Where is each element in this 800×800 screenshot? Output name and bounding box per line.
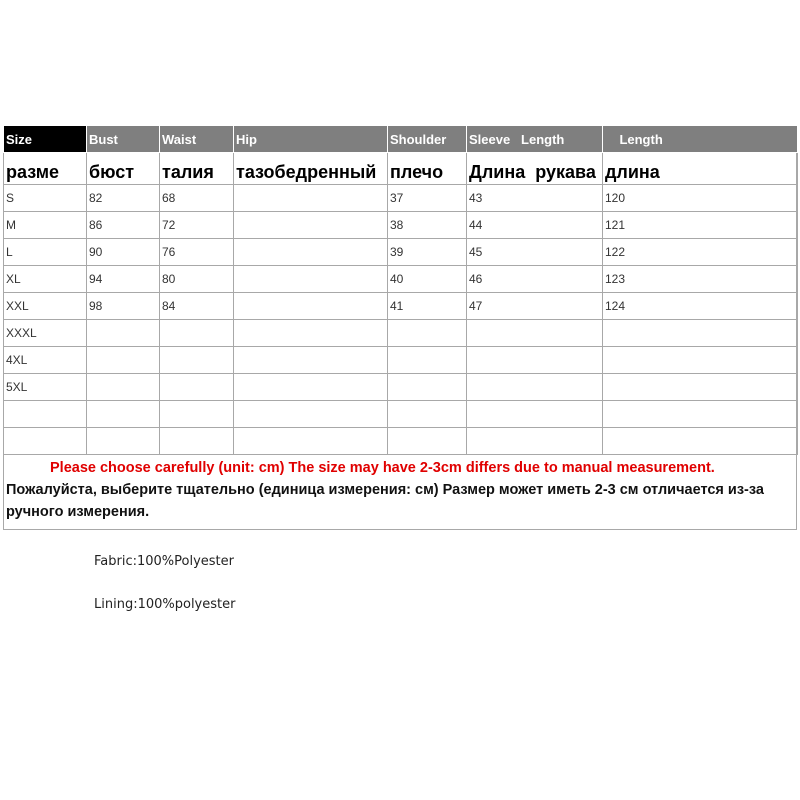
waist-cell: [160, 428, 234, 455]
bust-cell: 86: [87, 212, 160, 239]
size-cell: 4XL: [4, 347, 87, 374]
shoulder-cell: [388, 347, 467, 374]
hip-cell: Hip: [234, 126, 388, 153]
waist-cell: 68: [160, 185, 234, 212]
size-cell: [4, 401, 87, 428]
bust-cell: Bust: [87, 126, 160, 153]
length-cell: [603, 428, 798, 455]
size-cell: M: [4, 212, 87, 239]
lining-info: Lining:100%polyester: [94, 597, 236, 612]
length-cell: 120: [603, 185, 798, 212]
shoulder-cell: 39: [388, 239, 467, 266]
size-cell: Size: [4, 126, 87, 153]
size-chart: [3, 125, 797, 530]
bust-cell: [87, 347, 160, 374]
sleeve-length-cell: 44: [467, 212, 603, 239]
header-row-ru: [4, 153, 798, 185]
waist-cell: Waist: [160, 126, 234, 153]
bust-cell: [87, 401, 160, 428]
size-cell: S: [4, 185, 87, 212]
length-cell: [603, 374, 798, 401]
table-row: [4, 320, 798, 347]
bust-cell: 82: [87, 185, 160, 212]
table-row: [4, 266, 798, 293]
sleeve-length-cell: 45: [467, 239, 603, 266]
table-row: [4, 401, 798, 428]
size-note: [4, 455, 796, 523]
size-cell: разме: [4, 153, 87, 185]
shoulder-cell: [388, 401, 467, 428]
hip-cell: [234, 293, 388, 320]
length-cell: 121: [603, 212, 798, 239]
length-cell: 122: [603, 239, 798, 266]
table-row: [4, 374, 798, 401]
sleeve-length-cell: 47: [467, 293, 603, 320]
bust-cell: 94: [87, 266, 160, 293]
shoulder-cell: Shoulder: [388, 126, 467, 153]
waist-cell: 72: [160, 212, 234, 239]
waist-cell: талия: [160, 153, 234, 185]
sleeve-length-cell: Длина рукава: [467, 153, 603, 185]
waist-cell: 80: [160, 266, 234, 293]
size-cell: XXL: [4, 293, 87, 320]
size-table: [3, 125, 798, 455]
hip-cell: [234, 347, 388, 374]
waist-cell: 84: [160, 293, 234, 320]
size-cell: L: [4, 239, 87, 266]
shoulder-cell: [388, 374, 467, 401]
hip-cell: [234, 239, 388, 266]
hip-cell: [234, 185, 388, 212]
waist-cell: [160, 374, 234, 401]
table-row: [4, 428, 798, 455]
sleeve-length-cell: 46: [467, 266, 603, 293]
note-russian: Пожалуйста, выберите тщательно (единица измерения: см) Размер может иметь 2-3 см отличается из-за ручного измерения.: [6, 482, 764, 520]
waist-cell: [160, 320, 234, 347]
sleeve-length-cell: [467, 320, 603, 347]
bust-cell: 98: [87, 293, 160, 320]
hip-cell: [234, 320, 388, 347]
table-row: [4, 293, 798, 320]
length-cell: длина: [603, 153, 798, 185]
bust-cell: [87, 428, 160, 455]
sleeve-length-cell: [467, 428, 603, 455]
sleeve-length-cell: [467, 347, 603, 374]
sleeve-length-cell: Sleeve Length: [467, 126, 603, 153]
note-english: Please choose carefully (unit: cm) The size may have 2-3cm differs due to manual measurement.: [50, 460, 715, 476]
length-cell: [603, 401, 798, 428]
sleeve-length-cell: [467, 374, 603, 401]
length-cell: 123: [603, 266, 798, 293]
hip-cell: [234, 401, 388, 428]
sleeve-length-cell: [467, 401, 603, 428]
bust-cell: бюст: [87, 153, 160, 185]
table-row: [4, 185, 798, 212]
hip-cell: [234, 212, 388, 239]
size-cell: XXXL: [4, 320, 87, 347]
hip-cell: [234, 374, 388, 401]
shoulder-cell: [388, 428, 467, 455]
size-cell: 5XL: [4, 374, 87, 401]
hip-cell: тазобедренный: [234, 153, 388, 185]
size-cell: XL: [4, 266, 87, 293]
size-cell: [4, 428, 87, 455]
header-row-en: [4, 126, 798, 153]
waist-cell: [160, 347, 234, 374]
hip-cell: [234, 266, 388, 293]
shoulder-cell: 37: [388, 185, 467, 212]
shoulder-cell: плечо: [388, 153, 467, 185]
hip-cell: [234, 428, 388, 455]
length-cell: Length: [603, 126, 798, 153]
length-cell: [603, 320, 798, 347]
waist-cell: 76: [160, 239, 234, 266]
table-row: [4, 212, 798, 239]
shoulder-cell: [388, 320, 467, 347]
sleeve-length-cell: 43: [467, 185, 603, 212]
length-cell: [603, 347, 798, 374]
shoulder-cell: 41: [388, 293, 467, 320]
waist-cell: [160, 401, 234, 428]
length-cell: 124: [603, 293, 798, 320]
table-row: [4, 347, 798, 374]
shoulder-cell: 40: [388, 266, 467, 293]
shoulder-cell: 38: [388, 212, 467, 239]
bust-cell: [87, 320, 160, 347]
bust-cell: 90: [87, 239, 160, 266]
table-row: [4, 239, 798, 266]
bust-cell: [87, 374, 160, 401]
fabric-info: Fabric:100%Polyester: [94, 554, 234, 569]
